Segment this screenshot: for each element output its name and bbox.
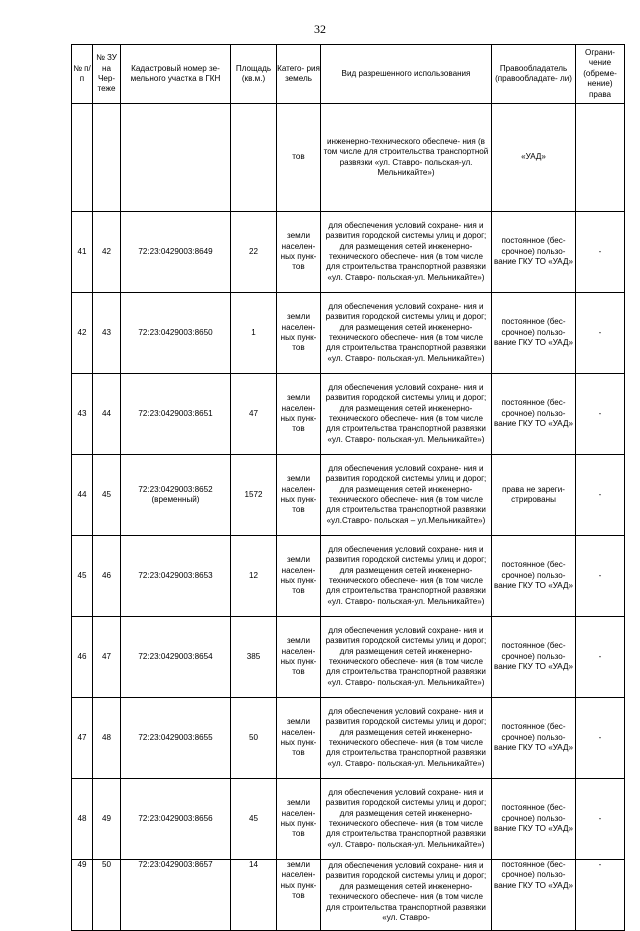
header-cadastral: Кадастровый номер зе- мельного участка в ГКН bbox=[121, 45, 231, 104]
cell-category: земли населен- ных пунк- тов bbox=[277, 779, 321, 860]
cell-num: 49 bbox=[72, 860, 93, 931]
header-num: № п/п bbox=[72, 45, 93, 104]
cell-zu: 48 bbox=[93, 698, 121, 779]
cell-use: для обеспечения условий сохране- ния и развития городской системы улиц и дорог; для размещения сетей инженерно-технического обеспече- ния (в том числе для строительства транспортной развязки «ул. Ставро- польская-ул. Мельникайте») bbox=[321, 374, 492, 455]
cell-restriction bbox=[576, 104, 625, 212]
cell-restriction: - bbox=[576, 374, 625, 455]
cell-holder: «УАД» bbox=[492, 104, 576, 212]
cell-restriction: - bbox=[576, 860, 625, 931]
cell-cadastral bbox=[121, 104, 231, 212]
cell-holder: постоянное (бес- срочное) пользо- вание ГКУ ТО «УАД» bbox=[492, 374, 576, 455]
cell-num: 42 bbox=[72, 293, 93, 374]
cell-use: для обеспечения условий сохране- ния и развития городской системы улиц и дорог; для размещения сетей инженерно-технического обеспече- ния (в том числе для строительства транспортной развязки «ул. Ставро- польская-ул. Мельникайте») bbox=[321, 212, 492, 293]
cell-zu: 45 bbox=[93, 455, 121, 536]
cell-use: для обеспечения условий сохране- ния и развития городской системы улиц и дорог; для размещения сетей инженерно-технического обеспече- ния (в том числе для строительства транспортной развязки «ул. Ставро- польская-ул. Мельникайте») bbox=[321, 293, 492, 374]
cell-zu: 46 bbox=[93, 536, 121, 617]
cell-holder: постоянное (бес- срочное) пользо- вание ГКУ ТО «УАД» bbox=[492, 212, 576, 293]
cell-holder: постоянное (бес- срочное) пользо- вание ГКУ ТО «УАД» bbox=[492, 617, 576, 698]
cell-category: земли населен- ных пунк- тов bbox=[277, 293, 321, 374]
cell-num: 41 bbox=[72, 212, 93, 293]
cell-restriction: - bbox=[576, 536, 625, 617]
continuation-row bbox=[72, 104, 625, 212]
cell-num: 45 bbox=[72, 536, 93, 617]
cell-zu: 44 bbox=[93, 374, 121, 455]
table-row bbox=[72, 536, 625, 617]
cell-restriction: - bbox=[576, 212, 625, 293]
cell-use: для обеспечения условий сохране- ния и развития городской системы улиц и дорог; для размещения сетей инженерно-технического обеспече- ния (в том числе для строительства транспортной развязки «ул. Ставро- польская-ул. Мельникайте») bbox=[321, 617, 492, 698]
cell-cadastral: 72:23:0429003:8650 bbox=[121, 293, 231, 374]
cell-area: 47 bbox=[231, 374, 277, 455]
cell-category: земли населен- ных пунк- тов bbox=[277, 617, 321, 698]
cell-use: для обеспечения условий сохране- ния и развития городской системы улиц и дорог; для размещения сетей инженерно-технического обеспече- ния (в том числе для строительства транспортной развязки «ул. Ставро- польская-ул. Мельникайте») bbox=[321, 779, 492, 860]
cell-area: 14 bbox=[231, 860, 277, 931]
table-row bbox=[72, 212, 625, 293]
table-row bbox=[72, 860, 625, 931]
cell-zu: 49 bbox=[93, 779, 121, 860]
land-plots-table bbox=[71, 44, 625, 931]
cell-zu: 47 bbox=[93, 617, 121, 698]
cell-use: для обеспечения условий сохране- ния и развития городской системы улиц и дорог; для размещения сетей инженерно-технического обеспече- ния (в том числе для строительства транспортной развязки «ул. Ставро- польская-ул. Мельникайте») bbox=[321, 536, 492, 617]
cell-use: инженерно-технического обеспече- ния (в том числе для строительства транспортной развязки «ул. Ставро- польская-ул. Мельникайте») bbox=[321, 104, 492, 212]
cell-restriction: - bbox=[576, 779, 625, 860]
cell-holder: постоянное (бес- срочное) пользо- вание ГКУ ТО «УАД» bbox=[492, 860, 576, 931]
cell-category: земли населен- ных пунк- тов bbox=[277, 860, 321, 931]
header-area: Площадь (кв.м.) bbox=[231, 45, 277, 104]
header-restriction: Ограни- чение (обреме- нение) права bbox=[576, 45, 625, 104]
cell-cadastral: 72:23:0429003:8651 bbox=[121, 374, 231, 455]
table-row bbox=[72, 455, 625, 536]
cell-restriction: - bbox=[576, 455, 625, 536]
table-row bbox=[72, 374, 625, 455]
cell-restriction: - bbox=[576, 617, 625, 698]
cell-use: для обеспечения условий сохране- ния и развития городской системы улиц и дорог; для размещения сетей инженерно-технического обеспече- ния (в том числе для строительства транспортной развязки «ул. Ставро- bbox=[321, 860, 492, 931]
cell-area: 22 bbox=[231, 212, 277, 293]
cell-area: 385 bbox=[231, 617, 277, 698]
cell-restriction: - bbox=[576, 293, 625, 374]
page-number: 32 bbox=[314, 22, 326, 36]
cell-num: 43 bbox=[72, 374, 93, 455]
cell-cadastral: 72:23:0429003:8657 bbox=[121, 860, 231, 931]
table-row bbox=[72, 698, 625, 779]
cell-holder: постоянное (бес- срочное) пользо- вание ГКУ ТО «УАД» bbox=[492, 293, 576, 374]
cell-restriction: - bbox=[576, 698, 625, 779]
cell-category: тов bbox=[277, 104, 321, 212]
cell-cadastral: 72:23:0429003:8655 bbox=[121, 698, 231, 779]
cell-holder: постоянное (бес- срочное) пользо- вание ГКУ ТО «УАД» bbox=[492, 536, 576, 617]
cell-num bbox=[72, 104, 93, 212]
cell-num: 48 bbox=[72, 779, 93, 860]
cell-num: 47 bbox=[72, 698, 93, 779]
cell-num: 44 bbox=[72, 455, 93, 536]
cell-zu: 42 bbox=[93, 212, 121, 293]
header-zu: № ЗУ на Чер- теже bbox=[93, 45, 121, 104]
cell-area: 45 bbox=[231, 779, 277, 860]
cell-holder: права не зареги- стрированы bbox=[492, 455, 576, 536]
table-row bbox=[72, 293, 625, 374]
cell-cadastral: 72:23:0429003:8649 bbox=[121, 212, 231, 293]
cell-zu: 43 bbox=[93, 293, 121, 374]
header-category: Катего- рия земель bbox=[277, 45, 321, 104]
cell-category: земли населен- ных пунк- тов bbox=[277, 455, 321, 536]
header-holder: Правообладатель (правообладате- ли) bbox=[492, 45, 576, 104]
cell-num: 46 bbox=[72, 617, 93, 698]
cell-area: 50 bbox=[231, 698, 277, 779]
cell-holder: постоянное (бес- срочное) пользо- вание ГКУ ТО «УАД» bbox=[492, 779, 576, 860]
cell-cadastral: 72:23:0429003:8653 bbox=[121, 536, 231, 617]
cell-area: 1 bbox=[231, 293, 277, 374]
header-use: Вид разрешенного использования bbox=[321, 45, 492, 104]
cell-category: земли населен- ных пунк- тов bbox=[277, 536, 321, 617]
cell-area: 12 bbox=[231, 536, 277, 617]
cell-zu: 50 bbox=[93, 860, 121, 931]
table-row bbox=[72, 617, 625, 698]
cell-category: земли населен- ных пунк- тов bbox=[277, 212, 321, 293]
cell-use: для обеспечения условий сохране- ния и развития городской системы улиц и дорог; для размещения сетей инженерно-технического обеспече- ния (в том числе для строительства транспортной развязки «ул. Ставро- польская-ул. Мельникайте») bbox=[321, 698, 492, 779]
table-row bbox=[72, 779, 625, 860]
table-header-row bbox=[72, 45, 625, 104]
cell-holder: постоянное (бес- срочное) пользо- вание ГКУ ТО «УАД» bbox=[492, 698, 576, 779]
cell-category: земли населен- ных пунк- тов bbox=[277, 374, 321, 455]
cell-zu bbox=[93, 104, 121, 212]
cell-cadastral: 72:23:0429003:8652 (временный) bbox=[121, 455, 231, 536]
cell-cadastral: 72:23:0429003:8656 bbox=[121, 779, 231, 860]
cell-cadastral: 72:23:0429003:8654 bbox=[121, 617, 231, 698]
cell-category: земли населен- ных пунк- тов bbox=[277, 698, 321, 779]
cell-use: для обеспечения условий сохране- ния и развития городской системы улиц и дорог; для размещения сетей инженерно-технического обеспече- ния (в том числе для строительства транспортной развязки «ул.Ставро- польская – ул.Мельникайте») bbox=[321, 455, 492, 536]
cell-area bbox=[231, 104, 277, 212]
cell-area: 1572 bbox=[231, 455, 277, 536]
